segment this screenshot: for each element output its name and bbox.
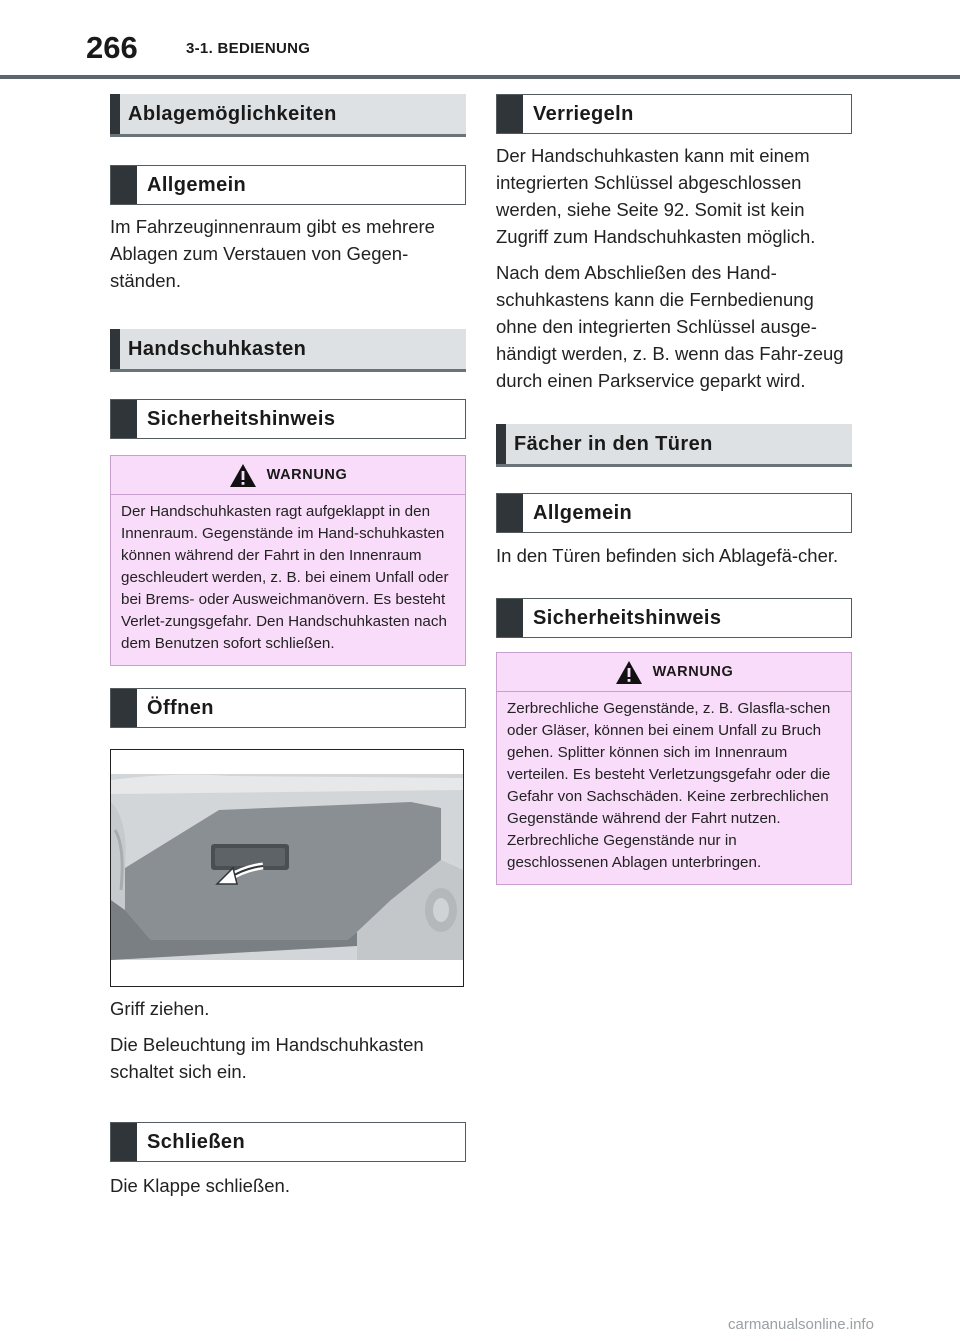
header-rule bbox=[0, 75, 960, 79]
glovebox-illustration bbox=[110, 749, 464, 987]
warning-text: Zerbrechliche Gegenstände, z. B. Glasfla-schen oder Gläser, können bei einem Unfall zu Bruch gehen. Splitter können sich im Innenraum verteilen. Es besteht Verletzungsgefahr oder die Gefahr von Sachschäden. Keine zerbrechlichen Gegenstände während der Fahrt nutzen. Zerbrechliche Gegenstände nur in geschlossenen Ablagen unterbringen. bbox=[507, 700, 831, 871]
warning-label: WARNUNG bbox=[652, 664, 734, 680]
right-column bbox=[496, 94, 852, 885]
warning-triangle-icon bbox=[229, 463, 257, 488]
subheading-oeffnen: Öffnen bbox=[110, 688, 466, 728]
subheading-schliessen: Schließen bbox=[110, 1122, 466, 1162]
warning-box-handschuhkasten bbox=[110, 455, 466, 666]
subheading-allgemein: Allgemein bbox=[110, 165, 466, 205]
watermark: carmanualsonline.info bbox=[728, 1316, 874, 1333]
subheading-verriegeln: Verriegeln bbox=[496, 94, 852, 134]
page-number: 266 bbox=[86, 30, 138, 65]
paragraph-klappe: Die Klappe schließen. bbox=[110, 1175, 290, 1196]
paragraph-griff: Griff ziehen. bbox=[110, 998, 210, 1019]
heading-faecher-in-den-tueren: Fächer in den Türen bbox=[496, 424, 852, 467]
paragraph-verriegeln-1: Der Handschuhkasten kann mit einem integrierten Schlüssel abgeschlossen werden, siehe Seite 92. Somit ist kein Zugriff zum Handschuhkasten möglich. bbox=[496, 145, 816, 247]
paragraph-beleuchtung: Die Beleuchtung im Handschuhkasten schaltet sich ein. bbox=[110, 1034, 424, 1082]
heading-ablagemoeglichkeiten: Ablagemöglichkeiten bbox=[110, 94, 466, 137]
paragraph-verriegeln-2: Nach dem Abschließen des Hand-schuhkastens kann die Fernbedienung ohne den integrierten Schlüssel ausge-händigt werden, z. B. wenn das Fahr-zeug durch einen Parkservice geparkt wird. bbox=[496, 262, 844, 391]
warning-label: WARNUNG bbox=[266, 467, 348, 483]
warning-text: Der Handschuhkasten ragt aufgeklappt in den Innenraum. Gegenstände im Hand-schuhkasten können während der Fahrt in den Innenraum geschleudert werden, z. B. bei einem Unfall oder bei Brems- oder Ausweichmanövern. Es besteht Verlet-zungsgefahr. Den Handschuhkasten nach dem Benutzen sofort schließen. bbox=[121, 503, 449, 652]
subheading-sicherheitshinweis: Sicherheitshinweis bbox=[110, 399, 466, 439]
heading-handschuhkasten: Handschuhkasten bbox=[110, 329, 466, 372]
left-column bbox=[110, 94, 466, 1199]
subheading-allgemein-tueren: Allgemein bbox=[496, 493, 852, 533]
subheading-sicherheitshinweis-tueren: Sicherheitshinweis bbox=[496, 598, 852, 638]
paragraph-faecher: In den Türen befinden sich Ablagefä-cher. bbox=[496, 545, 839, 566]
paragraph-allgemein: Im Fahrzeuginnenraum gibt es mehrere Ablagen zum Verstauen von Gegen-ständen. bbox=[110, 216, 435, 291]
warning-box-tueren bbox=[496, 652, 852, 885]
chapter-title: 3-1. BEDIENUNG bbox=[186, 40, 311, 57]
warning-triangle-icon bbox=[615, 660, 643, 685]
warning-header bbox=[111, 456, 465, 495]
warning-header bbox=[497, 653, 851, 692]
